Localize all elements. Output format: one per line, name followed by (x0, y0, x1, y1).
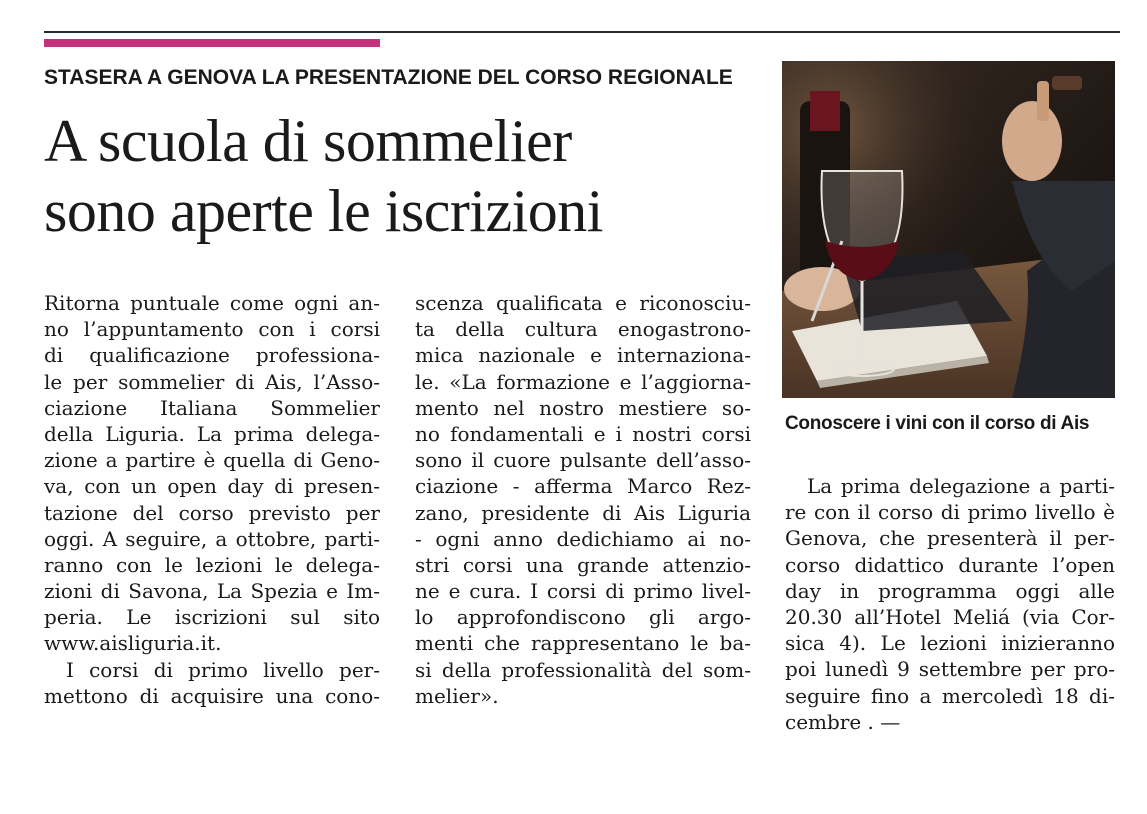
text-line: menti che rappresentano le ba- (415, 631, 751, 656)
text-line: peria. Le iscrizioni sul sito (44, 605, 380, 630)
article-column-2 (415, 290, 751, 709)
text-line: mica nazionale e internaziona- (415, 343, 751, 368)
text-line: 20.30 all’Hotel Meliá (via Cor- (785, 604, 1115, 629)
text-line: mento nel nostro mestiere so- (415, 395, 751, 420)
text-line: le. «La formazione e l’aggiorna- (415, 369, 751, 394)
text-line: no l’appuntamento con i corsi (44, 317, 380, 342)
text-line: day in programma oggi alle (785, 578, 1115, 603)
link-text-line: www.aisliguria.it. (44, 631, 222, 656)
text-line: oggi. A seguire, a ottobre, parti- (44, 526, 380, 551)
text-line: sono il cuore pulsante dell’asso- (415, 448, 751, 473)
headline-line: A scuola di sommelier (44, 108, 572, 174)
text-line: I corsi di primo livello per- (66, 657, 380, 682)
text-line: zano, presidente di Ais Liguria (415, 500, 751, 525)
text-line: re con il corso di primo livello è (785, 500, 1115, 525)
text-line: ciazione - afferma Marco Rez- (415, 474, 751, 499)
text-line: zione a partire è quella di Geno- (44, 448, 380, 473)
photo-caption: Conoscere i vini con il corso di Ais (785, 413, 1090, 434)
kicker: STASERA A GENOVA LA PRESENTAZIONE DEL CORSO REGIONALE (44, 66, 733, 89)
photo-illustration (782, 61, 1115, 398)
article-column-3 (785, 473, 1115, 735)
article-column-1 (44, 290, 380, 709)
text-line: cembre . — (785, 709, 901, 734)
text-line: ciazione Italiana Sommelier (44, 395, 380, 420)
headline-line: sono aperte le iscrizioni (44, 178, 603, 244)
text-line: scenza qualificata e riconosciu- (415, 291, 751, 315)
text-line: seguire fino a mercoledì 18 di- (785, 683, 1115, 708)
text-line: ne e cura. I corsi di primo livel- (415, 579, 751, 604)
text-line: Genova, che presenterà il per- (785, 526, 1115, 551)
text-line: tazione del corso previsto per (44, 500, 380, 525)
text-line: della Liguria. La prima delega- (44, 421, 380, 446)
headline (44, 106, 764, 246)
wine-tasting-photo (782, 61, 1115, 398)
text-line: si della professionalità del som- (415, 657, 751, 682)
text-line: poi lunedì 9 settembre per pro- (785, 657, 1115, 682)
text-line: ranno con le lezioni le delega- (44, 552, 380, 577)
text-line: le per sommelier di Ais, l’Asso- (44, 369, 380, 394)
text-line: - ogni anno dedichiamo ai no- (415, 526, 751, 551)
text-line: zioni di Savona, La Spezia e Im- (44, 579, 380, 604)
text-line: lo approfondiscono gli argo- (415, 605, 751, 630)
text-line: sica 4). Le lezioni inizieranno (785, 631, 1115, 656)
text-line: mettono di acquisire una cono- (44, 683, 380, 708)
text-line: stri corsi una grande attenzio- (415, 552, 751, 577)
text-line: Ritorna puntuale come ogni an- (44, 291, 380, 315)
text-line: melier». (415, 683, 499, 708)
text-line: ta della cultura enogastrono- (415, 317, 751, 342)
text-line: no fondamentali e i nostri corsi (415, 421, 751, 446)
text-line: va, con un open day di presen- (44, 474, 380, 499)
text-line: di qualificazione professiona- (44, 343, 380, 368)
text-line: corso didattico durante l’open (785, 552, 1115, 577)
top-rule (44, 31, 1120, 33)
section-accent-bar (44, 39, 380, 47)
text-line: La prima delegazione a parti- (807, 474, 1115, 498)
